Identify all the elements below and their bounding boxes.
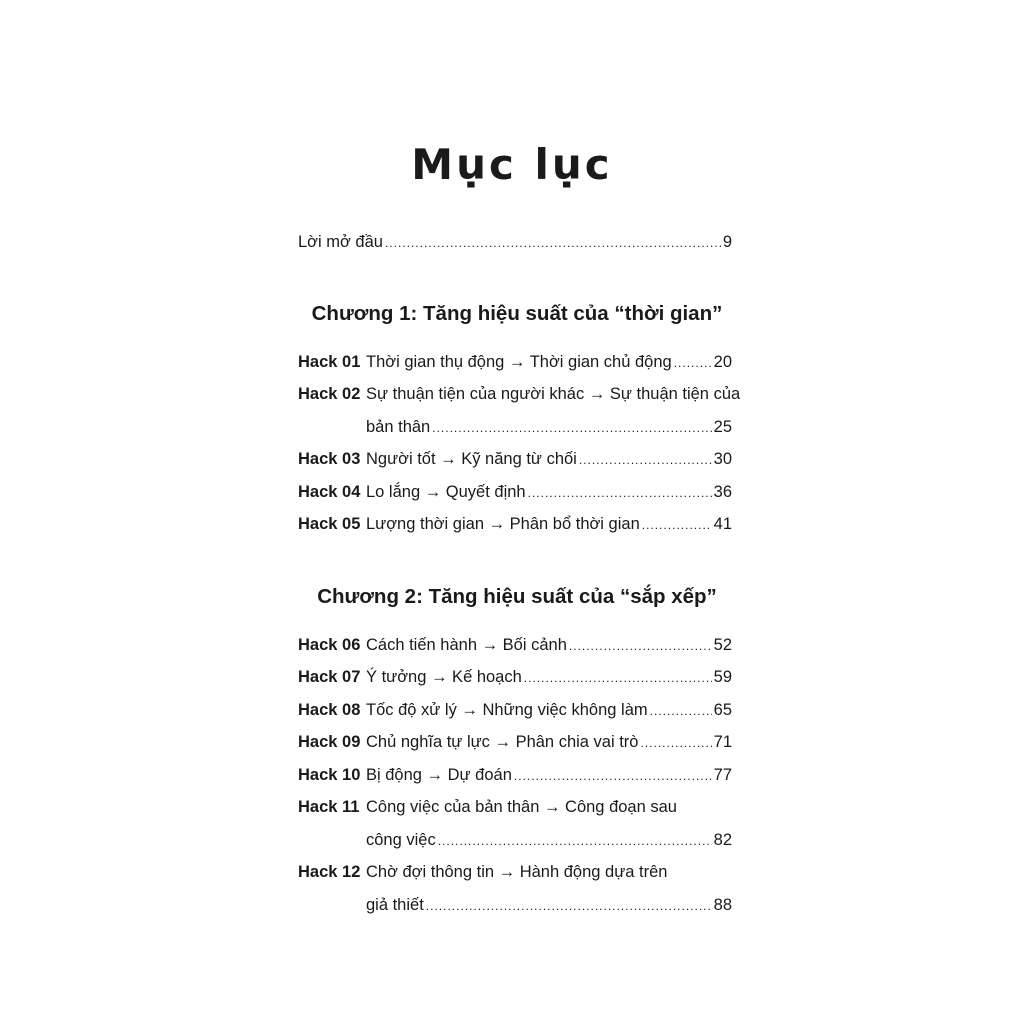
toc-entry xyxy=(298,791,732,817)
toc-entry xyxy=(298,856,732,882)
dot-leader xyxy=(524,669,712,687)
hack-number: Hack 02 xyxy=(298,385,361,403)
dot-leader xyxy=(426,897,712,915)
toc-entry xyxy=(298,629,732,655)
toc-entry xyxy=(298,694,732,720)
toc-entry-intro xyxy=(298,226,732,252)
dot-leader xyxy=(579,451,712,469)
hack-number: Hack 03 xyxy=(298,450,361,468)
entry-text: công việc xyxy=(366,831,436,849)
hack-number: Hack 05 xyxy=(298,515,361,533)
page-number: 77 xyxy=(713,766,732,784)
page-number: 20 xyxy=(713,353,732,371)
entry-text: Cách tiến hành → Bối cảnh xyxy=(366,636,567,654)
entry-text: giả thiết xyxy=(366,896,424,914)
toc-entry xyxy=(298,443,732,469)
toc-entry-continuation xyxy=(298,889,732,915)
dot-leader xyxy=(514,767,712,785)
hack-number: Hack 01 xyxy=(298,353,361,371)
entry-text: Chủ nghĩa tự lực → Phân chia vai trò xyxy=(366,733,639,751)
page-number: 65 xyxy=(713,701,732,719)
entry-text: Người tốt → Kỹ năng từ chối xyxy=(366,450,577,468)
entry-text: Thời gian thụ động → Thời gian chủ động xyxy=(366,353,672,371)
toc-entry xyxy=(298,476,732,502)
toc-entry xyxy=(298,378,741,404)
entry-text: Sự thuận tiện của người khác → Sự thuận tiện của xyxy=(366,385,741,403)
page-number: 82 xyxy=(713,831,732,849)
dot-leader xyxy=(642,516,712,534)
hack-number: Hack 11 xyxy=(298,798,360,816)
dot-leader xyxy=(528,484,712,502)
dot-leader xyxy=(640,734,711,752)
dot-leader xyxy=(674,354,712,372)
page-number: 9 xyxy=(722,233,732,251)
entry-text: bản thân xyxy=(366,418,431,436)
entry-text: Công việc của bản thân → Công đoạn sau xyxy=(366,798,677,816)
entry-text: Chờ đợi thông tin → Hành động dựa trên xyxy=(366,863,668,881)
page-number: 59 xyxy=(713,668,732,686)
hack-number: Hack 10 xyxy=(298,766,361,784)
chapter-heading: Chương 1: Tăng hiệu suất của “thời gian” xyxy=(311,302,723,325)
chapter-heading: Chương 2: Tăng hiệu suất của “sắp xếp” xyxy=(317,585,717,608)
page-number: 71 xyxy=(713,733,732,751)
page-number: 25 xyxy=(713,418,732,436)
page-number: 88 xyxy=(713,896,732,914)
toc-entry xyxy=(298,661,732,687)
hack-number: Hack 12 xyxy=(298,863,361,881)
hack-number: Hack 08 xyxy=(298,701,361,719)
dot-leader xyxy=(650,702,712,720)
hack-number: Hack 06 xyxy=(298,636,361,654)
toc-entry xyxy=(298,346,732,372)
entry-text: Lo lắng → Quyết định xyxy=(366,483,526,501)
dot-leader xyxy=(569,637,712,655)
toc-entry-continuation xyxy=(298,411,732,437)
entry-text: Bị động → Dự đoán xyxy=(366,766,512,784)
toc-entry xyxy=(298,759,732,785)
page-number: 30 xyxy=(713,450,732,468)
dot-leader xyxy=(385,234,721,252)
dot-leader xyxy=(438,832,712,850)
page-number: 52 xyxy=(713,636,732,654)
entry-text: Lượng thời gian → Phân bổ thời gian xyxy=(366,515,640,533)
toc-entry xyxy=(298,726,732,752)
page-number: 41 xyxy=(713,515,732,533)
dot-leader xyxy=(432,419,711,437)
page-number: 36 xyxy=(713,483,732,501)
hack-number: Hack 04 xyxy=(298,483,361,501)
hack-number: Hack 07 xyxy=(298,668,361,686)
entry-label: Lời mở đầu xyxy=(298,233,383,251)
page-title: Mục lục xyxy=(411,140,613,189)
toc-entry-continuation xyxy=(298,824,732,850)
toc-entry xyxy=(298,508,732,534)
entry-text: Ý tưởng → Kế hoạch xyxy=(366,668,522,686)
hack-number: Hack 09 xyxy=(298,733,361,751)
entry-text: Tốc độ xử lý → Những việc không làm xyxy=(366,701,648,719)
